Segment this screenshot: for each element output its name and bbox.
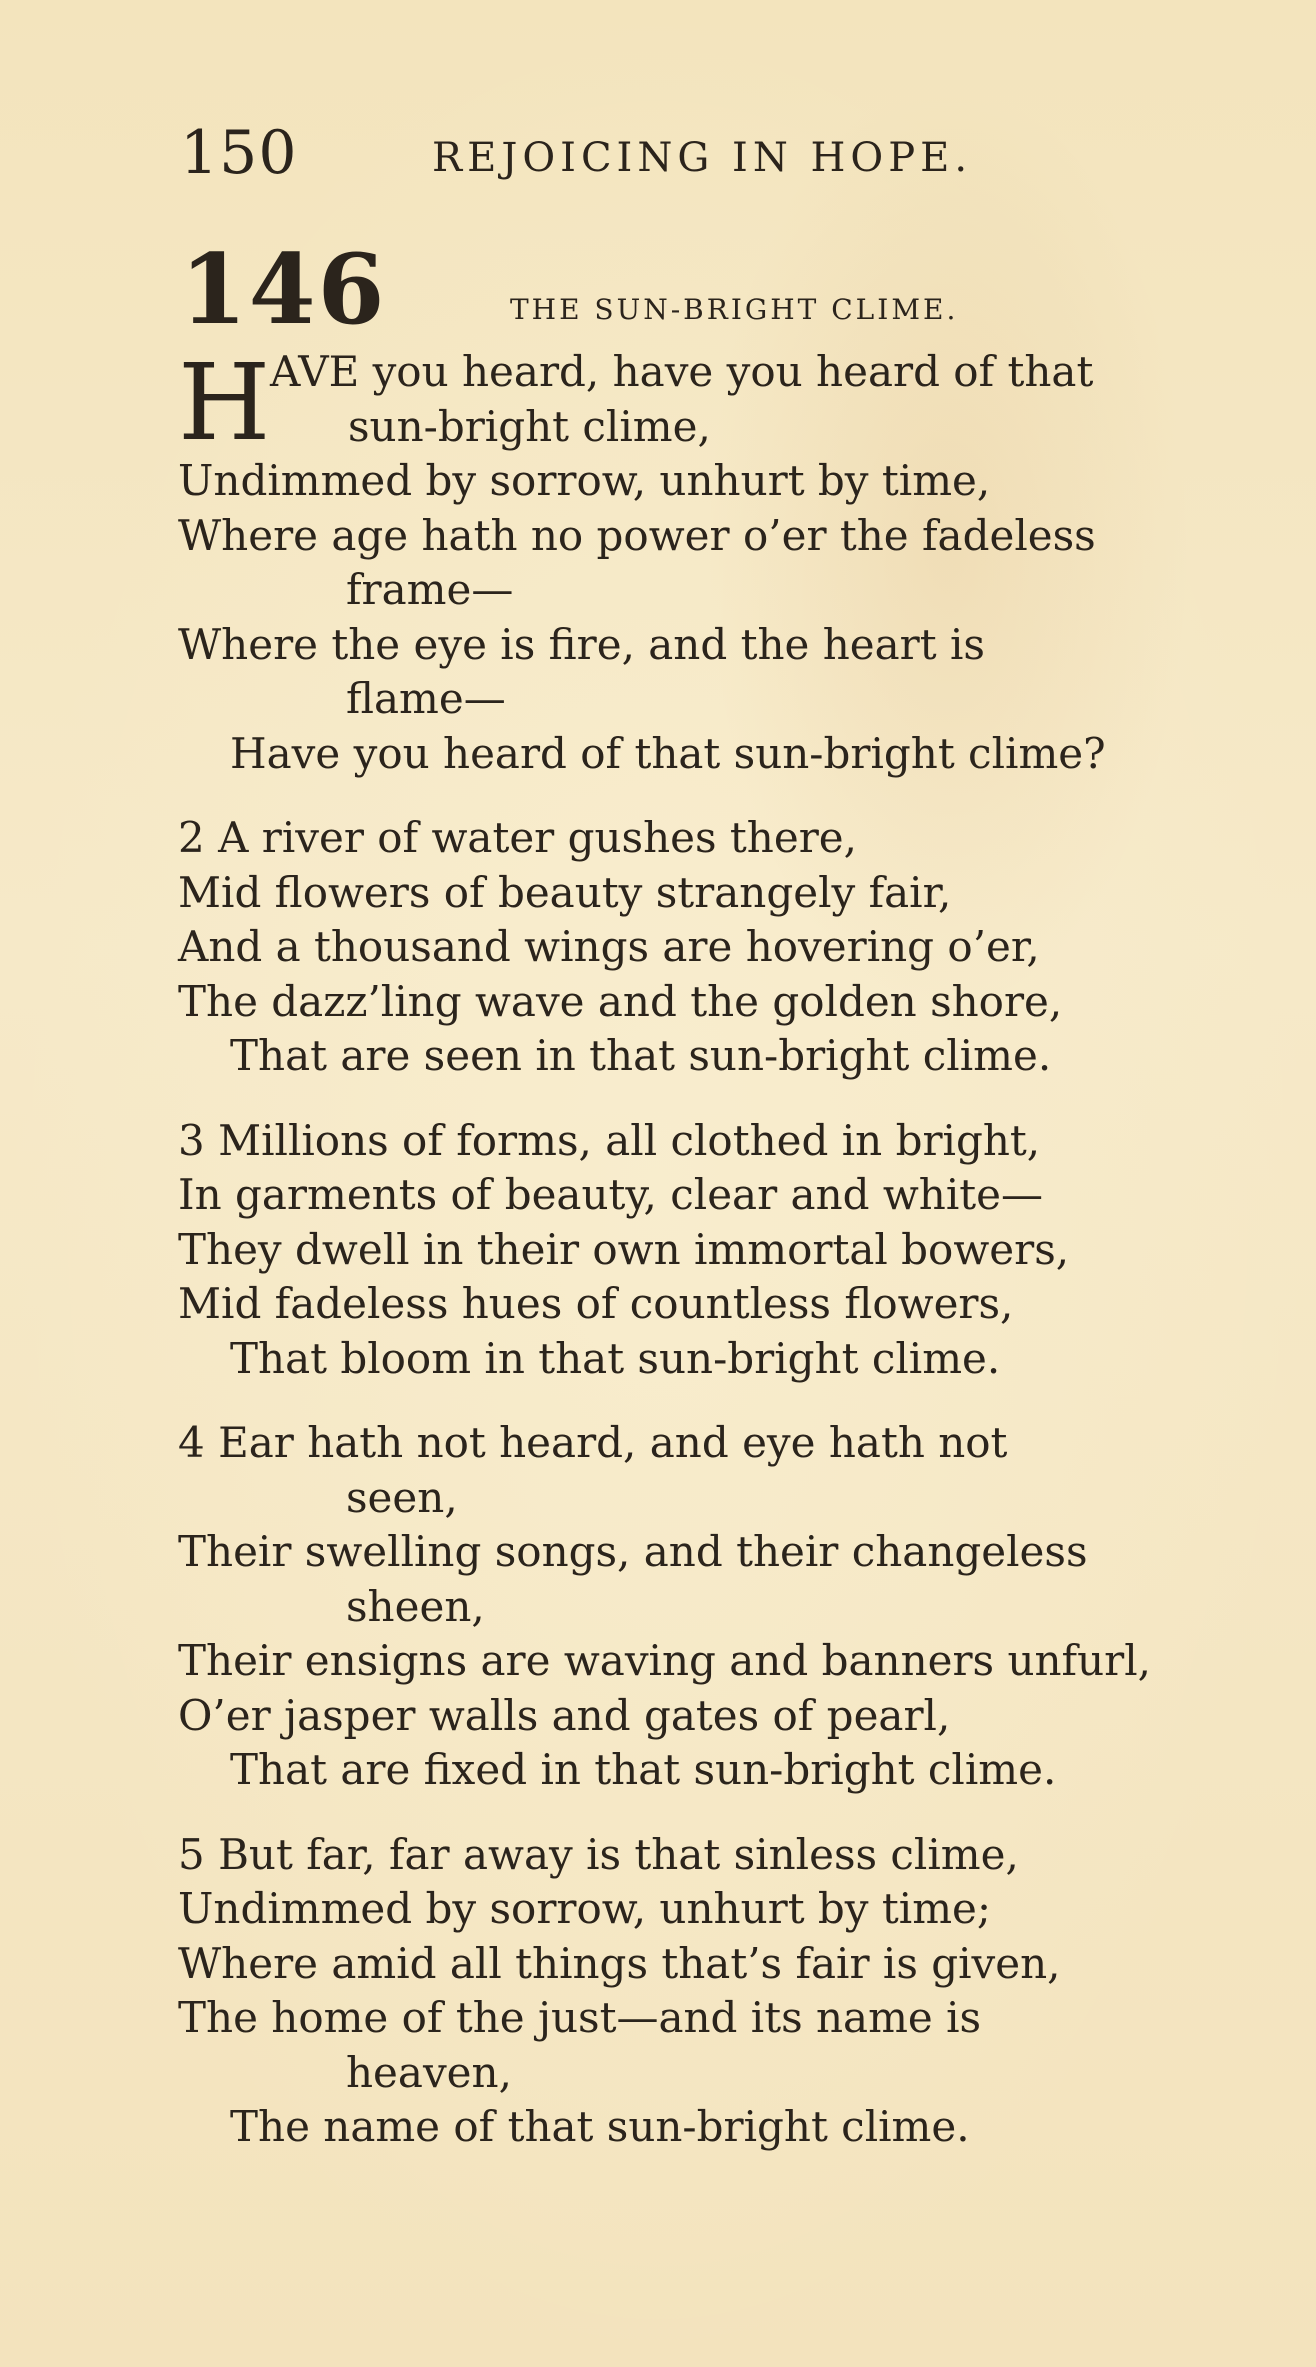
stanza-line: Their swelling songs, and their changeless: [178, 1527, 1088, 1576]
stanza-line: Undimmed by sorrow, unhurt by time;: [178, 1884, 992, 1933]
stanza-line: They dwell in their own immortal bowers,: [178, 1224, 1070, 1274]
stanza-line: O’er jasper walls and gates of pearl,: [178, 1690, 951, 1740]
stanza-refrain-line: That are fixed in that sun-bright clime.: [230, 1745, 1057, 1794]
stanza-line: 5 But far, far away is that sinless clime,: [178, 1829, 1019, 1879]
stanza-line: 3 Millions of forms, all clothed in bright,: [178, 1115, 1041, 1165]
hymn-number: 146: [180, 233, 387, 346]
stanza-line: Mid flowers of beauty strangely fair,: [178, 867, 952, 917]
stanza-line: 2 A river of water gushes there,: [178, 813, 857, 862]
stanza-refrain-line: That bloom in that sun-bright clime.: [230, 1333, 1001, 1383]
stanza-line: Where the eye is fire, and the heart is: [178, 619, 985, 669]
stanza-line: heaven,: [346, 2047, 512, 2097]
stanza-2: [178, 811, 1248, 1084]
hymn-text: [178, 341, 1248, 2185]
stanza-line: And a thousand wings are hovering o’er,: [178, 922, 1040, 971]
drop-cap: H: [178, 341, 271, 464]
running-header: [180, 118, 1180, 188]
stanza-line: Where amid all things that’s fair is given,: [178, 1938, 1061, 1988]
stanza-line: Mid fadeless hues of countless flowers,: [178, 1279, 1014, 1328]
stanza-line: The dazz’ling wave and the golden shore,: [178, 976, 1063, 1026]
stanza-1: [178, 341, 1248, 781]
stanza-refrain-line: Have you heard of that sun-bright clime?: [230, 728, 1106, 778]
stanza-4: [178, 1416, 1248, 1798]
hymn-heading: [180, 233, 1180, 346]
stanza-line: seen,: [346, 1472, 458, 1522]
stanza-line: sun-bright clime,: [348, 401, 711, 451]
stanza-line: 4 Ear hath not heard, and eye hath not: [178, 1418, 1008, 1467]
page-number: 150: [180, 118, 298, 188]
stanza-5: [178, 1828, 1248, 2155]
running-title: REJOICING IN HOPE.: [432, 135, 973, 181]
stanza-3: [178, 1114, 1248, 1387]
stanza-line: Undimmed by sorrow, unhurt by time,: [178, 456, 991, 505]
stanza-refrain-line: The name of that sun-bright clime.: [230, 2102, 970, 2151]
stanza-line: sheen,: [346, 1581, 485, 1631]
hymn-title: THE SUN-BRIGHT CLIME.: [510, 293, 959, 326]
stanza-line: In garments of beauty, clear and white—: [178, 1170, 1044, 1219]
line-text: AVE you heard, have you heard of that: [270, 347, 1094, 396]
stanza-line: frame—: [346, 565, 514, 614]
stanza-refrain-line: That are seen in that sun-bright clime.: [230, 1031, 1052, 1080]
stanza-line: flame—: [346, 674, 506, 723]
stanza-line: Where age hath no power o’er the fadeless: [178, 510, 1096, 560]
stanza-line: The home of the just—and its name is: [178, 1993, 982, 2042]
stanza-line: Their ensigns are waving and banners unfurl,: [178, 1636, 1152, 1685]
